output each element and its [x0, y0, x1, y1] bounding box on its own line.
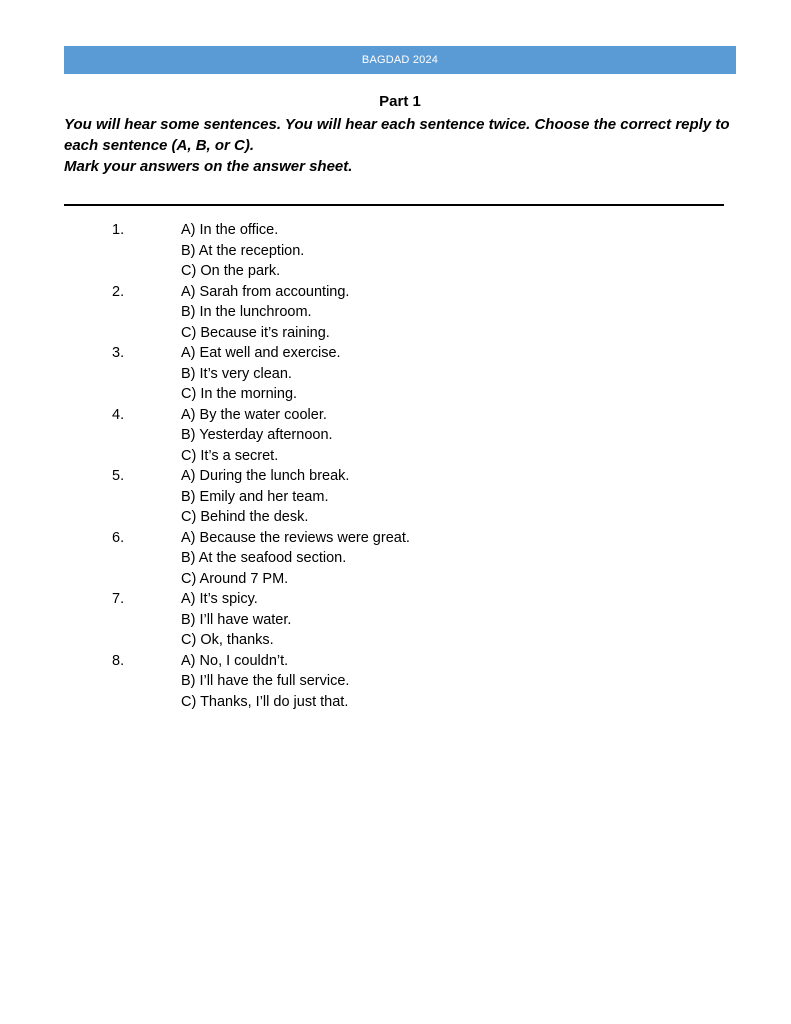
answer-option-b: B) It’s very clean. [181, 365, 292, 382]
answer-option-b: B) Emily and her team. [181, 488, 329, 505]
question-number: 8. [112, 652, 125, 669]
question-item [0, 220, 791, 282]
answer-option-c: C) In the morning. [181, 386, 298, 402]
answer-option-b: B) At the reception. [181, 242, 305, 259]
answer-option-b: B) Yesterday afternoon. [181, 427, 333, 443]
answer-option-a: A) Sarah from accounting. [181, 283, 350, 300]
answer-option-a: A) Because the reviews were great. [181, 529, 410, 546]
question-number: 6. [112, 529, 125, 546]
question-list [0, 220, 791, 712]
answer-option-c: C) Ok, thanks. [181, 632, 274, 648]
question-item [0, 589, 791, 651]
answer-options [181, 466, 349, 528]
question-number: 5. [112, 468, 125, 484]
instruction-line: You will hear some sentences. You will hear each sentence twice. Choose the correct reply to each sentence (A, B, or C). [64, 116, 730, 154]
answer-option-c: C) Behind the desk. [181, 509, 309, 525]
answer-option-a: A) It’s spicy. [181, 591, 258, 607]
answer-option-b: B) I’ll have water. [181, 611, 292, 628]
answer-option-b: B) I’ll have the full service. [181, 673, 350, 689]
question-number: 7. [112, 591, 125, 607]
answer-option-c: C) Thanks, I’ll do just that. [181, 693, 349, 710]
answer-options [181, 651, 349, 713]
divider [64, 204, 724, 206]
answer-option-c: C) Around 7 PM. [181, 570, 289, 587]
instruction-line: Mark your answers on the answer sheet. [64, 158, 353, 175]
answer-option-c: C) It’s a secret. [181, 447, 279, 464]
answer-option-a: A) By the water cooler. [181, 406, 327, 423]
answer-options [181, 282, 349, 344]
question-number: 3. [112, 345, 125, 361]
answer-options [181, 589, 291, 651]
answer-options [181, 220, 304, 282]
question-item [0, 466, 791, 528]
question-item [0, 528, 791, 590]
question-number: 2. [112, 283, 125, 300]
header-label: BAGDAD 2024 [361, 54, 439, 66]
answer-option-a: A) In the office. [181, 222, 279, 238]
answer-option-c: C) Because it’s raining. [181, 324, 330, 341]
instructions [64, 114, 736, 177]
question-number: 4. [112, 406, 125, 423]
question-item [0, 282, 791, 344]
question-item [0, 343, 791, 405]
answer-options [181, 405, 333, 467]
answer-option-c: C) On the park. [181, 263, 281, 279]
answer-option-a: A) During the lunch break. [181, 468, 350, 484]
answer-options [181, 528, 410, 590]
answer-option-b: B) In the lunchroom. [181, 304, 312, 320]
question-item [0, 405, 791, 467]
answer-option-a: A) No, I couldn’t. [181, 652, 289, 669]
question-number: 1. [112, 222, 125, 238]
answer-option-a: A) Eat well and exercise. [181, 345, 341, 361]
answer-option-b: B) At the seafood section. [181, 550, 347, 566]
answer-options [181, 343, 341, 405]
header-bar [64, 46, 736, 74]
question-item [0, 651, 791, 713]
part-title: Part 1 [379, 93, 421, 110]
